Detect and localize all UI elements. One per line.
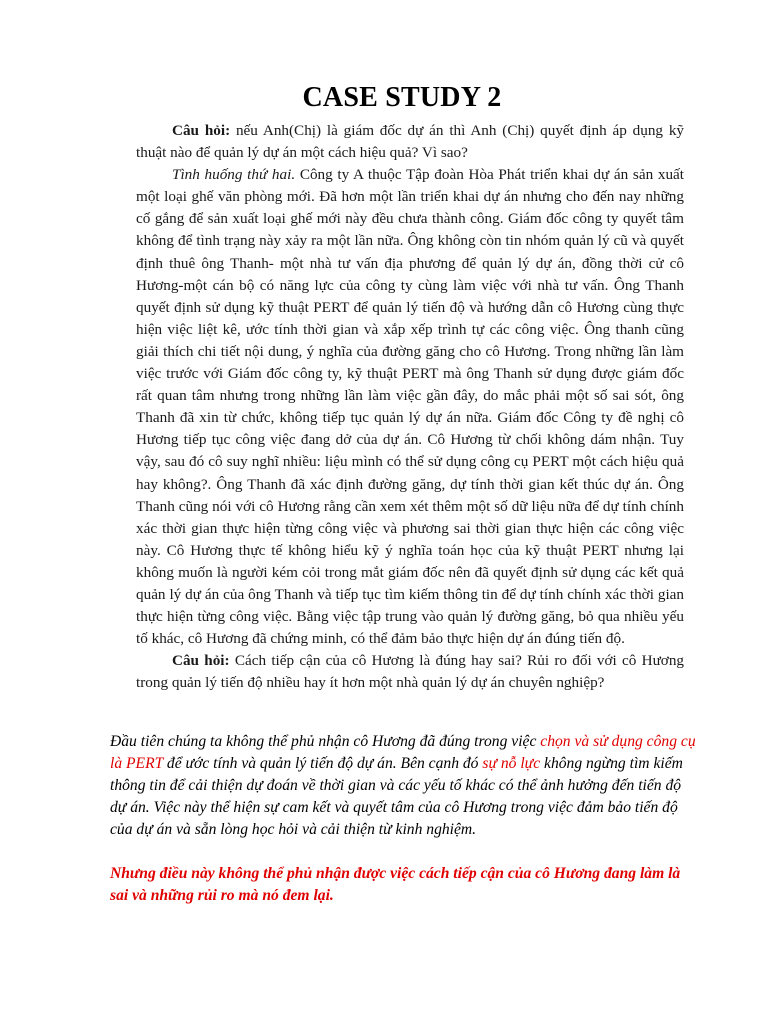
answer-text-3: không ngừng tìm kiếm thông tin để cải thiện dự đoán về thời gian và các yếu tố khác có thể ảnh hưởng đến tiến độ dự án. Việc này thể hiện sự cam kết và quyết tâm của cô Hương trong việc đảm bảo tiến độ của dự án và sẵn lòng học hỏi và cải thiện từ kinh nghiệm.: [110, 755, 683, 838]
answer-paragraph-2: Nhưng điều này không thể phủ nhận được việc cách tiếp cận của cô Hương đang làm là sai và những rủi ro mà nó đem lại.: [110, 865, 681, 904]
question-1-label: Câu hỏi:: [172, 122, 231, 139]
question-1-text: nếu Anh(Chị) là giám đốc dự án thì Anh (Chị) quyết định áp dụng kỹ thuật nào để quản lý dự án một cách hiệu quả? Vì sao?: [136, 122, 685, 162]
answer-highlight-1: chọn và sử dụng công cụ là PERT: [110, 733, 696, 772]
answer-section: [110, 731, 700, 907]
answer-text-2: để ước tính và quản lý tiến độ dự án. Bên cạnh đó: [163, 755, 483, 772]
page-title: CASE STUDY 2: [302, 82, 502, 113]
answer-highlight-2: sự nỗ lực: [482, 755, 541, 772]
scanned-case-text: [136, 120, 684, 694]
question-2-text: Cách tiếp cận của cô Hương là đúng hay sai? Rủi ro đối với cô Hương trong quản lý tiến độ nhiều hay ít hơn một nhà quản lý dự án chuyên nghiệp?: [136, 652, 685, 692]
answer-paragraph-1: [110, 731, 700, 841]
situation-paragraph: [136, 164, 684, 650]
situation-label: Tình huống thứ hai.: [172, 166, 296, 184]
answer-text-1: Đầu tiên chúng ta không thể phủ nhận cô Hương đã đúng trong việc: [110, 733, 541, 750]
question-1: [136, 120, 684, 164]
question-2: [136, 650, 684, 694]
situation-text: Công ty A thuộc Tập đoàn Hòa Phát triển khai dự án sản xuất một loại ghế văn phòng mới. Đã hơn một lần triển khai dự án nhưng cho đến nay những cố gắng để sản xuất loại ghế mới này đều chưa thành công. Giám đốc công ty quyết tâm không để tình trạng này xảy ra một lần nữa. Ông không còn tin nhóm quản lý cũ và quyết định thuê ông Thanh- một nhà tư vấn địa phương để quản lý dự án, đồng thời cử cô Hương-một cán bộ có năng lực của công ty cùng làm việc với nhà tư vấn. Ông Thanh quyết định sử dụng kỹ thuật PERT để quản lý tiến độ và hướng dẫn cô Hương cùng thực hiện việc liệt kê, ước tính thời gian và xắp xếp trình tự các công việc. Ông thanh cũng giải thích chi tiết nội dung, ý nghĩa của đường găng cho cô Hương. Trong những lần làm việc trước với Giám đốc công ty, kỹ thuật PERT mà ông Thanh sử dụng được giám đốc rất quan tâm nhưng trong những lần làm việc gần đây, do mắc phải một số sai sót, ông Thanh đã xin từ chức, không tiếp tục quản lý dự án nữa. Giám đốc Công ty đề nghị cô Hương tiếp tục công việc đang dở của dự án. Cô Hương từ chối không dám nhận. Tuy vậy, sau đó cô suy nghĩ nhiều: liệu mình có thể sử dụng công cụ PERT một cách hiệu quả hay không?. Ông Thanh đã xác định đường găng, dự tính thời gian kết thúc dự án. Ông Thanh cũng nói với cô Hương rằng cần xem xét thêm một số dữ liệu nữa để dự tính chính xác thời gian thực hiện từng công việc và phương sai thời gian thực hiện các công việc này. Cô Hương thực tế không hiểu kỹ ý nghĩa toán học của kỹ thuật PERT nhưng lại không muốn là người kém cỏi trong mắt giám đốc nên đã quyết định sử dụng các kết quả quản lý dự án của ông Thanh và tiếp tục tìm kiếm thông tin để dự tính chính xác thời gian thực hiện từng công việc. Bằng việc tập trung vào quản lý đường găng, bỏ qua nhiều yếu tố khác, cô Hương đã chứng minh, có thể đảm bảo thực hiện dự án đúng tiến độ.: [136, 166, 684, 648]
question-2-label: Câu hỏi:: [172, 652, 230, 670]
